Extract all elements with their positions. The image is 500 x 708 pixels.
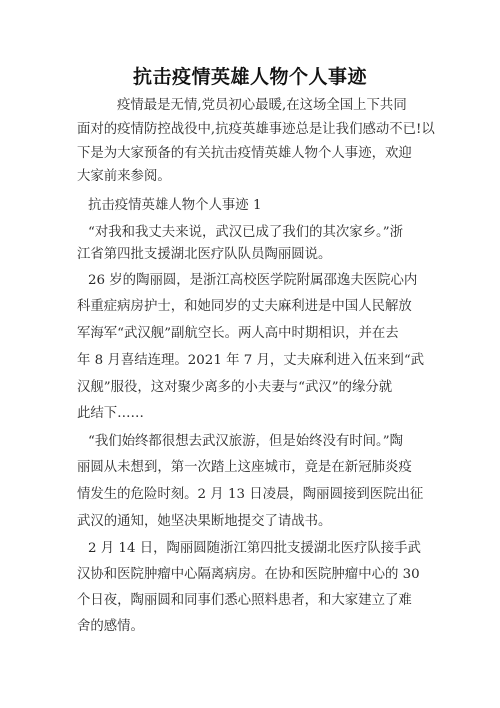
text-line: 丽圆从未想到，第一次踏上这座城市，竟是在新冠肺炎疫 <box>77 460 412 475</box>
text-line: 大家前来参阅。 <box>77 169 171 184</box>
text-line: 江省第四批支援湖北医疗队队员陶丽圆说。 <box>77 247 332 262</box>
text-line: 军海军“武汉舰”副航空长。两人高中时期相识，并在去 <box>77 326 399 341</box>
text-line: 面对的疫情防控战役中,抗疫英雄事迹总是让我们感动不已!以 <box>77 122 435 137</box>
text-line: 26 岁的陶丽圆，是浙江高校医学院附属邵逸夫医院心内 <box>88 273 418 288</box>
text-line: 汉舰”服役，这对聚少离多的小夫妻与“武汉”的缘分就 <box>77 380 393 395</box>
text-line: “我们始终都很想去武汉旅游，但是始终没有时间。”陶 <box>88 434 403 449</box>
text-line: “对我和我丈夫来说，武汉已成了我们的其次家乡。”浙 <box>88 225 403 240</box>
text-line: 此结下…… <box>77 406 144 421</box>
section-heading: 抗击疫情英雄人物个人事迹 1 <box>88 198 262 213</box>
text-line: 舍的感情。 <box>77 619 144 634</box>
text-line: 个日夜，陶丽圆和同事们悉心照料患者，和大家建立了难 <box>77 593 412 608</box>
text-line: 情发生的危险时刻。2 月 13 日凌晨，陶丽圆接到医院出征 <box>77 487 424 502</box>
text-line: 汉协和医院肿瘤中心隔离病房。在协和医院肿瘤中心的 30 <box>77 567 420 582</box>
text-line: 年 8 月喜结连理。2021 年 7 月，丈夫麻利进入伍来到“武 <box>77 353 425 368</box>
text-line: 科重症病房护士，和她同岁的丈夫麻利进是中国人民解放 <box>77 299 412 314</box>
text-line: 下是为大家预备的有关抗击疫情英雄人物个人事迹，欢迎 <box>77 146 412 161</box>
text-line: 2 月 14 日，陶丽圆随浙江第四批支援湖北医疗队接手武 <box>88 541 421 556</box>
text-line: 武汉的通知，她坚决果断地提交了请战书。 <box>77 514 332 529</box>
text-line: 疫情最是无情,党员初心最暖,在这场全国上下共同 <box>117 98 407 113</box>
document-title: 抗击疫情英雄人物个人事迹 <box>132 66 367 88</box>
